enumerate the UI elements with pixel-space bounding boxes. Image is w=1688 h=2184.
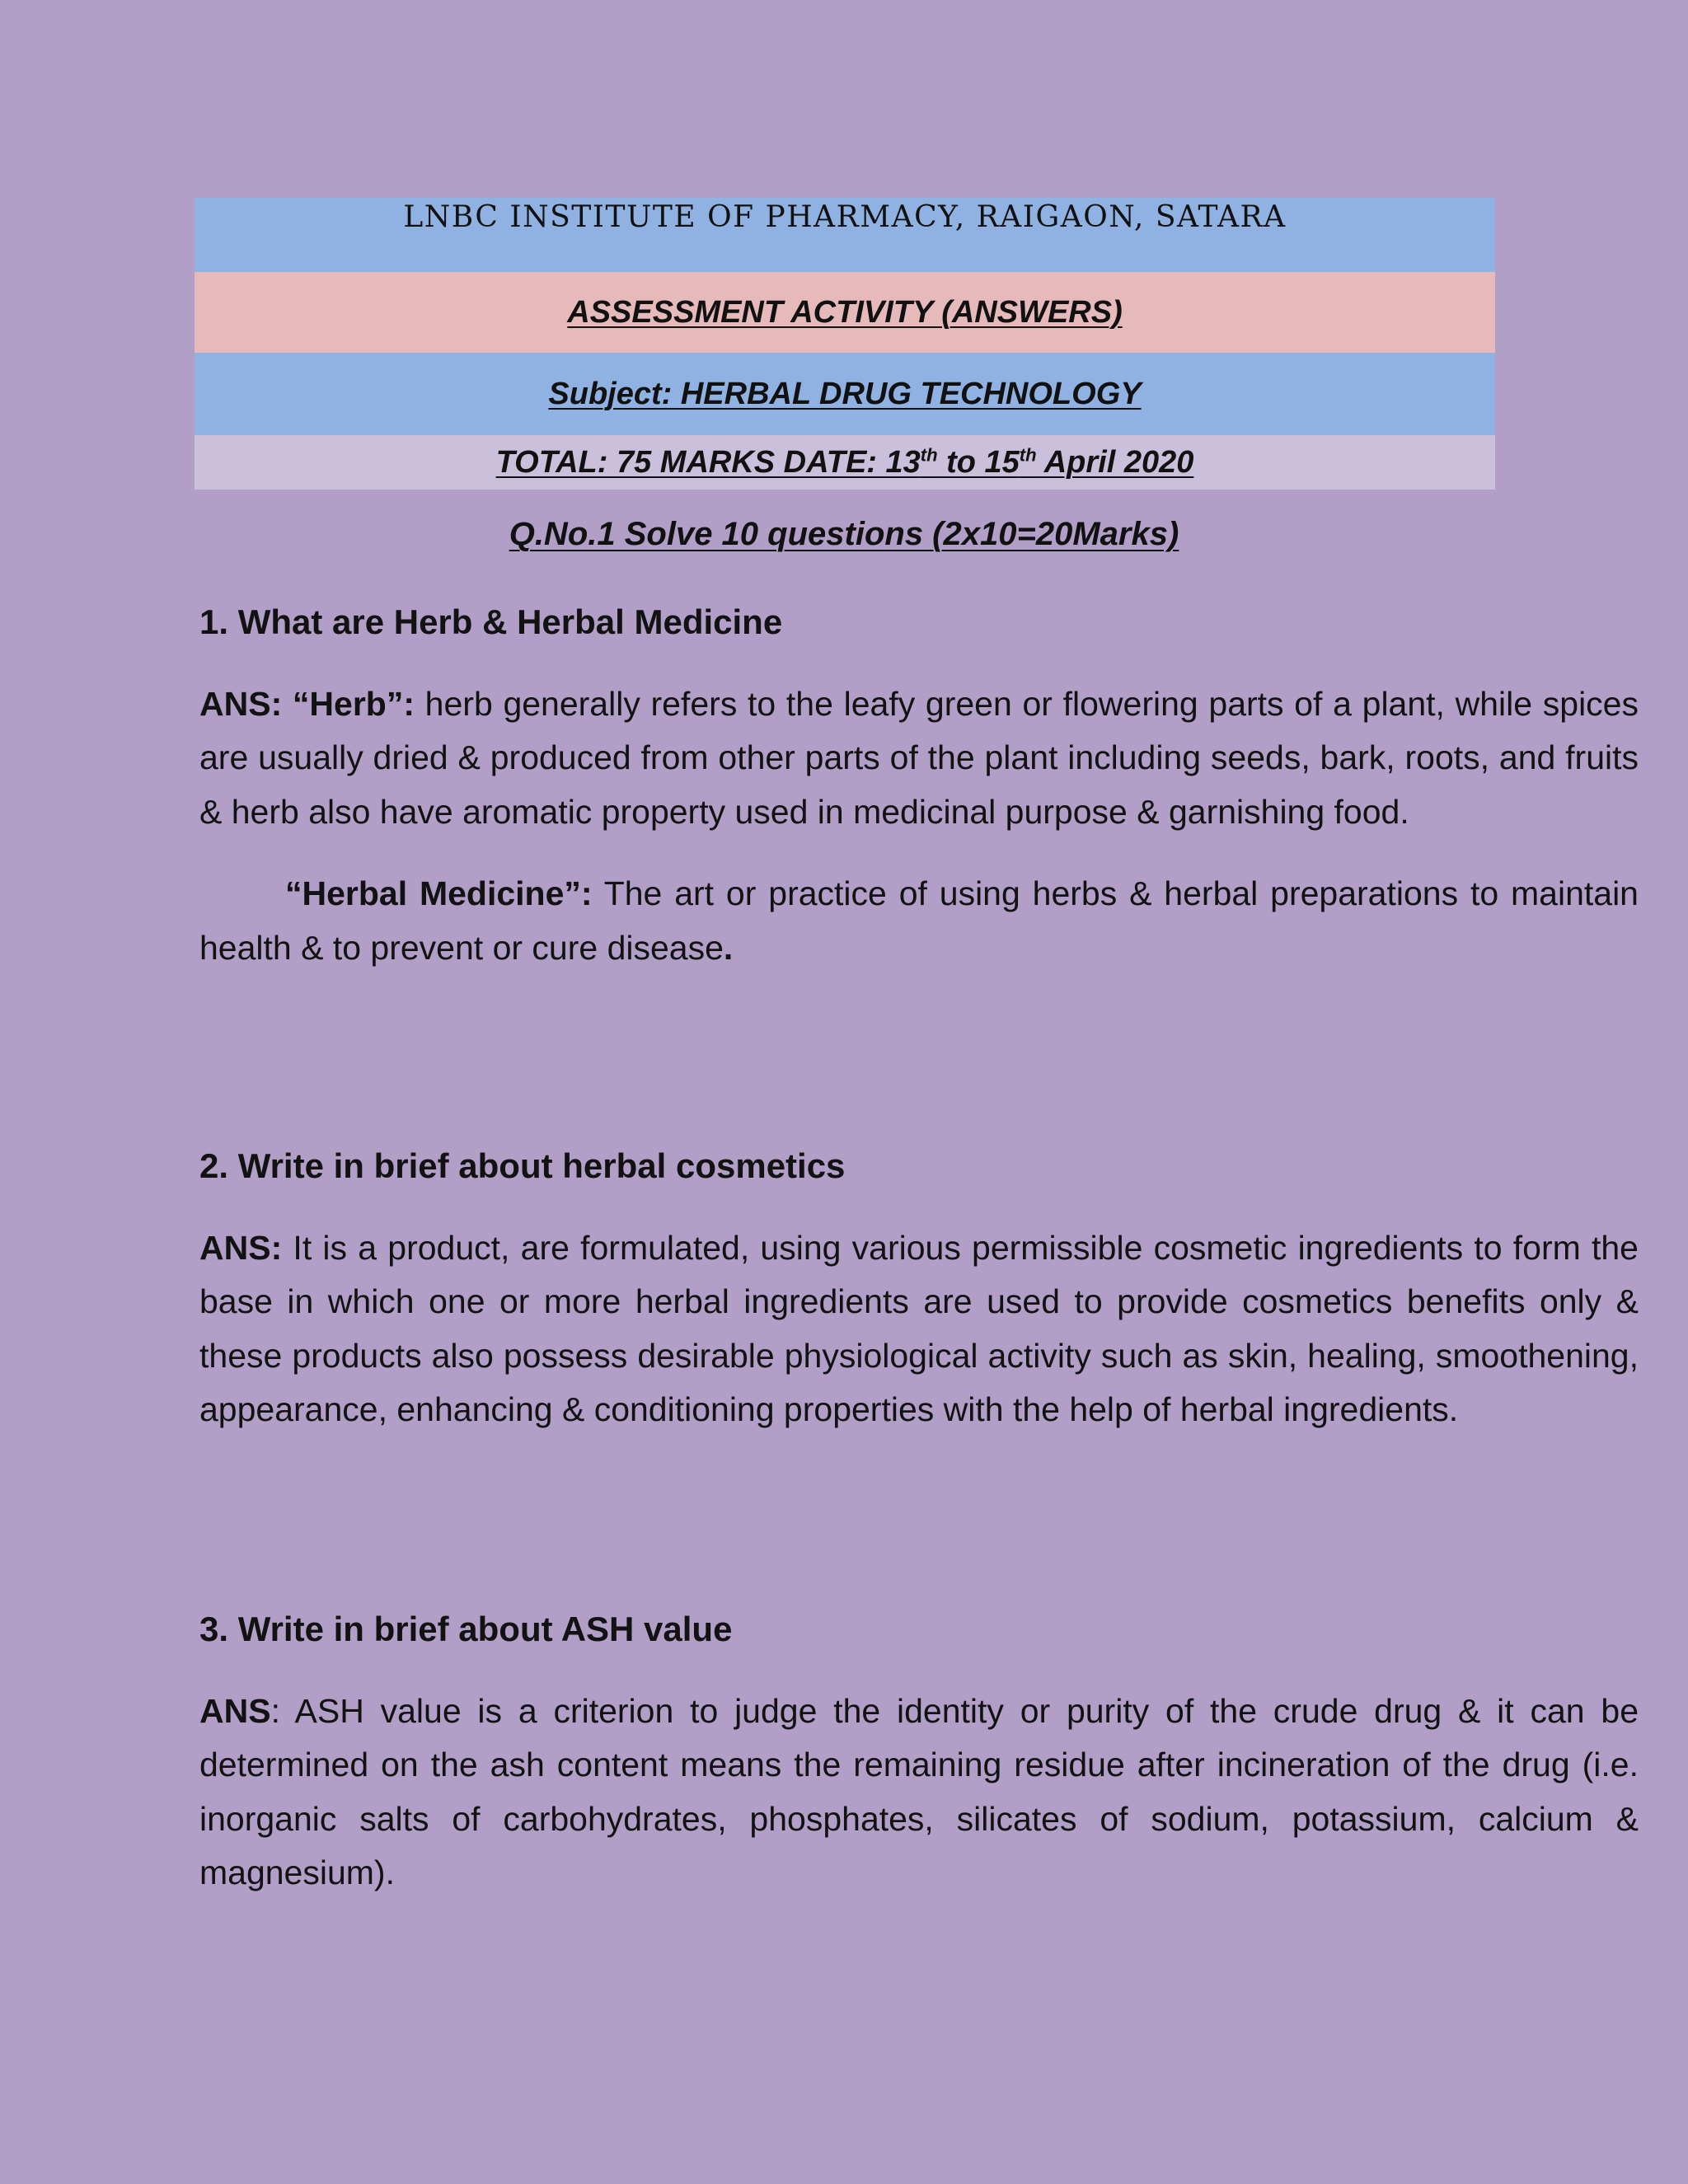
question-title: 3. Write in brief about ASH value <box>199 1610 733 1648</box>
total-mid: to 15 <box>937 444 1020 480</box>
subject-title: Subject: HERBAL DRUG TECHNOLOGY <box>548 376 1142 411</box>
activity-title: ASSESSMENT ACTIVITY (ANSWERS) <box>567 294 1123 330</box>
answer-text: herb generally refers to the leafy green or flowering parts of a plant, while spices are usually dried & produced from other parts of the plant including seeds, bark, roots, and fruits & herb also have aromatic property used in medicinal purpose & garnishing food. <box>199 684 1639 831</box>
total-row <box>195 435 1495 490</box>
answer-text: It is a product, are formulated, using various permissible cosmetic ingredients to form the base in which one or more herbal ingredients are used to provide cosmetics benefits only & these products also possess desirable physiological activity such as skin, healing, smoothening, appearance, enhancing & conditioning properties with the help of herbal ingredients. <box>199 1228 1639 1428</box>
total-sup-2: th <box>1019 443 1037 465</box>
answer-text: : ASH value is a criterion to judge the identity or purity of the crude drug & it can be determined on the ash content means the remaining residue after incineration of the drug (i.e. inorganic salts of carbohydrates, phosphates, silicates of sodium, potassium, calcium & magnesium). <box>199 1691 1639 1891</box>
total-prefix: TOTAL: 75 MARKS DATE: 13 <box>495 444 921 480</box>
question-block-2 <box>199 1139 1639 1437</box>
section-heading <box>0 516 1688 553</box>
institute-row <box>195 198 1495 272</box>
subject-row <box>195 353 1495 435</box>
total-sup-1: th <box>920 443 938 465</box>
section-title: Q.No.1 Solve 10 questions (2x10=20Marks) <box>509 516 1179 552</box>
answer-paragraph-extra <box>199 867 1639 975</box>
total-suffix: April 2020 <box>1036 444 1194 480</box>
header-table <box>195 198 1495 490</box>
question-block-1 <box>199 595 1639 975</box>
question-block-3 <box>199 1602 1639 1900</box>
answer-paragraph <box>199 1685 1639 1900</box>
question-title: 1. What are Herb & Herbal Medicine <box>199 602 783 641</box>
activity-row <box>195 272 1495 353</box>
institute-name: LNBC INSTITUTE OF PHARMACY, RAIGAON, SATARA <box>403 200 1287 234</box>
answer-extra-text: The art or practice of using herbs & herbal preparations to maintain health & to prevent or cure disease <box>199 874 1639 967</box>
answer-extra-label: “Herbal Medicine”: <box>285 874 593 912</box>
total-date-line <box>496 445 1194 480</box>
answer-paragraph <box>199 677 1639 840</box>
answer-paragraph <box>199 1221 1639 1437</box>
answer-label: ANS <box>199 1691 271 1730</box>
answer-label: ANS: <box>199 1228 283 1267</box>
answer-label: ANS: “Herb”: <box>199 684 415 723</box>
answer-extra-end: . <box>723 928 734 967</box>
question-title: 2. Write in brief about herbal cosmetics <box>199 1146 846 1185</box>
